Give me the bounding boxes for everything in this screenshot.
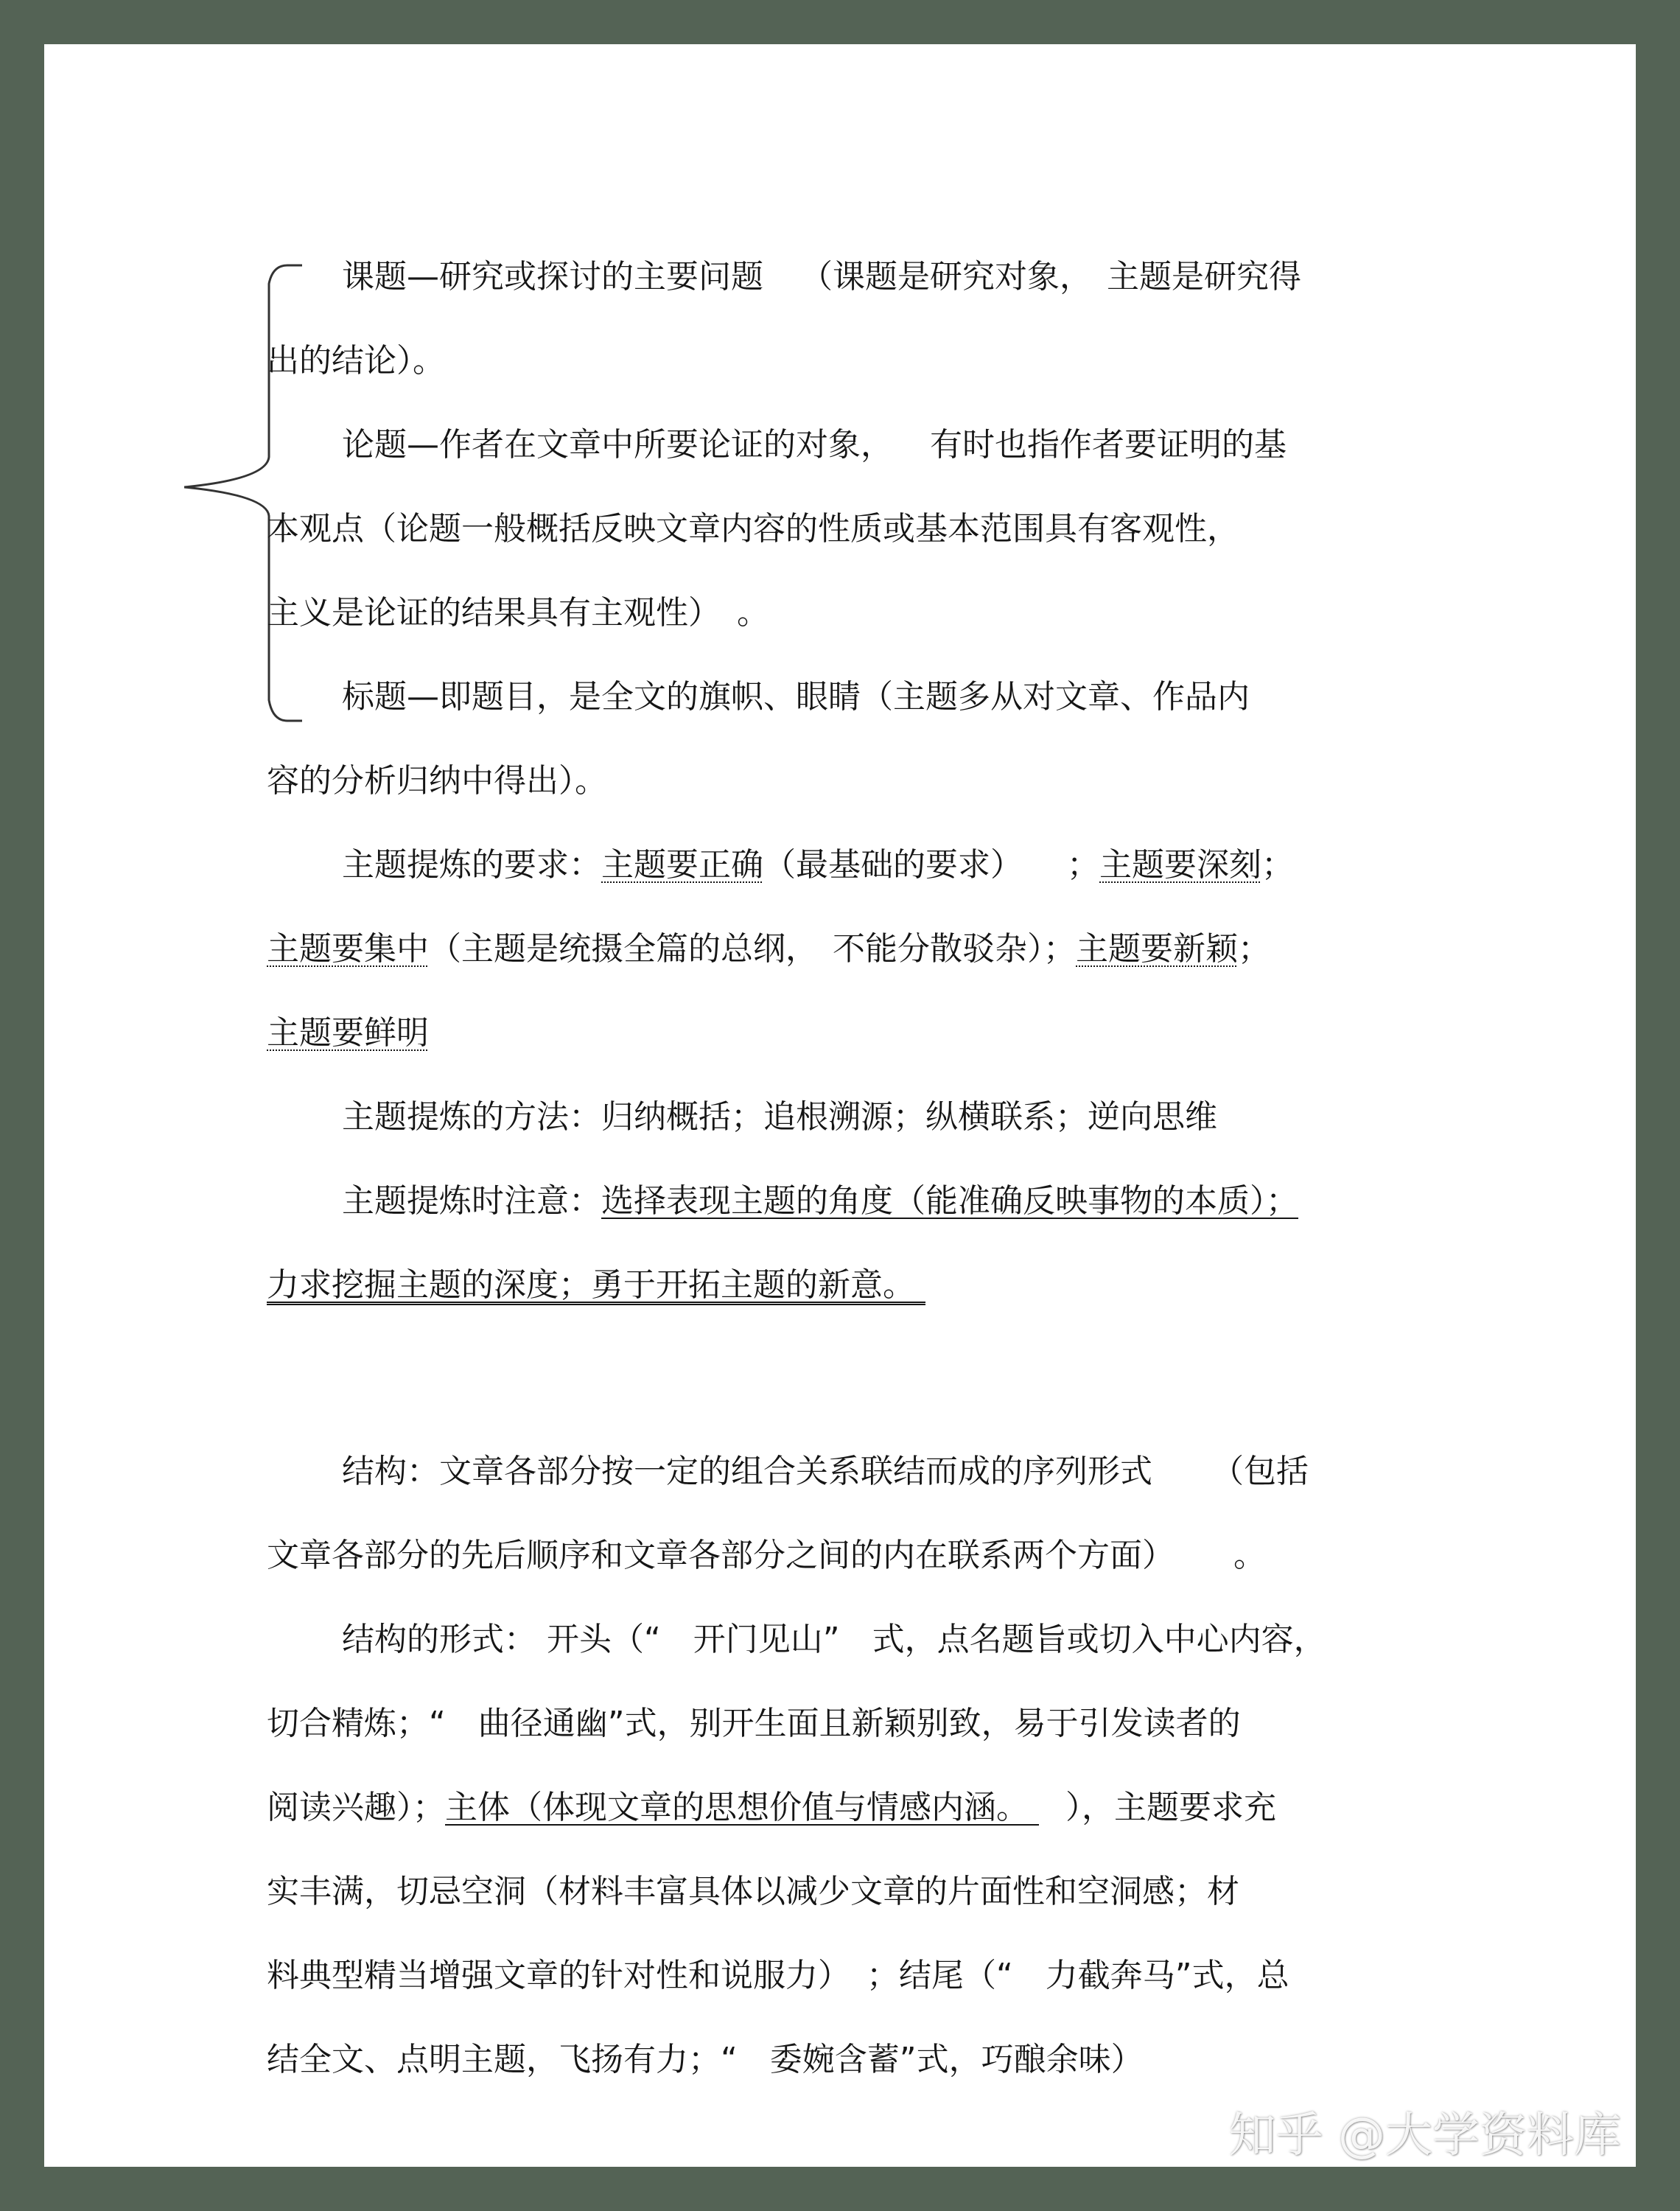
- text-span: 阅读兴趣）；: [267, 1789, 445, 1826]
- text-span: ；: [1238, 930, 1270, 968]
- para-methods-line1: [342, 1095, 1217, 1139]
- text-span: ；: [1261, 846, 1294, 884]
- para-requirements-line3: [267, 1011, 429, 1055]
- para-forms-line4: [267, 1870, 1239, 1914]
- bracket-brace-icon: [184, 258, 317, 730]
- text-span: （最基础的要求）: [763, 846, 1023, 884]
- underlined-text: 力求挖掘主题的深度；勇于开拓主题的新意。: [267, 1266, 915, 1304]
- para-ketì-line1: [342, 255, 1301, 299]
- text-span: ；: [1067, 846, 1099, 884]
- underlined-text: 主题要鲜明: [267, 1014, 429, 1052]
- text-span: ），主题要求充: [1065, 1789, 1276, 1826]
- text-span: 切合精炼；“ 曲径通幽”式，别开生面且新颖别致，易于引发读者的: [267, 1705, 1241, 1742]
- text-span: 开头（“ 开门见山” 式，点名题旨或切入中心内容，: [547, 1621, 1326, 1658]
- para-structure-line2: [267, 1534, 1266, 1578]
- underlined-text: 主体（体现文章的思想价值与情感内涵。: [445, 1789, 1029, 1826]
- para-lunti-line2: [267, 507, 1239, 551]
- text-span: 容的分析归纳中得出）。: [267, 762, 607, 800]
- text-span: 。: [1233, 1537, 1266, 1574]
- text-span: 出的结论）。: [267, 342, 445, 380]
- para-forms-line1: [342, 1618, 1326, 1662]
- underlined-text: 主题要正确: [601, 846, 763, 884]
- text-span: 主题是研究得: [1107, 258, 1301, 296]
- para-keti-line2: [267, 339, 445, 383]
- para-forms-line2: [267, 1702, 1241, 1746]
- para-structure-line1: [342, 1450, 1309, 1494]
- para-notes-line1: [342, 1179, 1298, 1223]
- para-requirements-line1: [342, 843, 1294, 887]
- para-biaoti-line1: [342, 675, 1250, 719]
- text-span: 主义是论证的结果具有主观性） 。: [267, 594, 769, 632]
- text-span: 结构的形式：: [342, 1621, 536, 1658]
- text-span: 料典型精当增强文章的针对性和说服力） ；结尾（“ 力截奔马”式，总: [267, 1957, 1289, 1994]
- para-requirements-line2: [267, 927, 1270, 971]
- para-lunti-line1: [342, 423, 1287, 467]
- text-span: 论题—作者在文章中所要论证的对象，: [342, 426, 893, 464]
- text-span: 实丰满，切忌空洞（材料丰富具体以减少文章的片面性和空洞感；材: [267, 1873, 1239, 1910]
- text-span: 课题—研究或探讨的主要问题: [342, 258, 763, 296]
- para-forms-line6: [267, 2038, 1144, 2082]
- text-span: 结全文、点明主题，飞扬有力；“ 委婉含蓄”式，巧酿余味）: [267, 2041, 1144, 2078]
- para-forms-line5: [267, 1954, 1289, 1998]
- para-lunti-line3: [267, 591, 769, 635]
- text-span: 不能分散驳杂）；: [833, 930, 1076, 968]
- para-forms-line3: [267, 1786, 1276, 1830]
- para-biaoti-line2: [267, 759, 607, 803]
- text-span: 有时也指作者要证明的基: [930, 426, 1287, 464]
- text-span: 结构：文章各部分按一定的组合关系联结而成的序列形式: [342, 1453, 1152, 1490]
- underlined-text: 主题要新颖: [1076, 930, 1238, 968]
- text-span: （主题是统摄全篇的总纲，: [429, 930, 818, 968]
- text-span: 主题提炼的方法：归纳概括；追根溯源；纵横联系；逆向思维: [342, 1098, 1217, 1136]
- text-span: （包括: [1211, 1453, 1309, 1490]
- text-span: 主题提炼时注意：: [342, 1182, 601, 1220]
- para-notes-line2: [267, 1263, 981, 1307]
- watermark: 知乎 @大学资料库: [1228, 2109, 1621, 2163]
- underlined-text: 主题要集中: [267, 930, 429, 968]
- document-page: [44, 44, 1636, 2167]
- underlined-text: 选择表现主题的角度（能准确反映事物的本质）；: [601, 1182, 1298, 1220]
- text-span: 标题—即题目，是全文的旗帜、眼睛（主题多从对文章、作品内: [342, 678, 1250, 716]
- text-span: 本观点（论题一般概括反映文章内容的性质或基本范围具有客观性，: [267, 510, 1239, 548]
- text-span: 主题提炼的要求：: [342, 846, 601, 884]
- underlined-text: 主题要深刻: [1099, 846, 1261, 884]
- text-span: 文章各部分的先后顺序和文章各部分之间的内在联系两个方面）: [267, 1537, 1175, 1574]
- text-span: （课题是研究对象，: [800, 258, 1092, 296]
